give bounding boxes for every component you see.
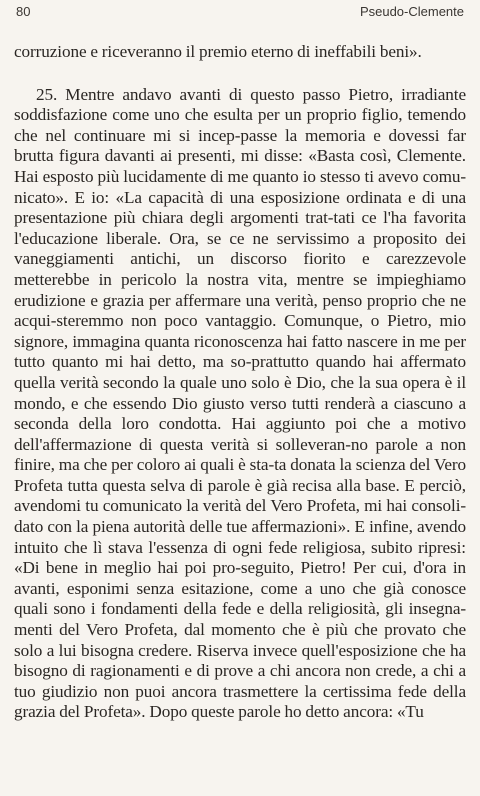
paragraph-25: [14, 85, 466, 723]
body-text: [14, 42, 466, 723]
page-number: 80: [16, 4, 31, 19]
running-title: Pseudo-Clemente: [359, 4, 464, 19]
paragraph-gap: [14, 63, 466, 85]
paragraph-25-text: Mentre andavo avanti di questo passo Pietro, irradiante soddisfazione come uno che esulta per un proprio figlio, temendo che nel continuare mi si incep-passe la memoria e dovessi far brutta figura davanti ai presenti, mi disse: «Basta così, Clemente. Hai esposto più lucidamente di me quanto io stesso ti avevo comu-nicato». E io: «La capacità di una esposizione ordinata e di una presentazione più chiara degli argomenti trat-tati ce l'ha favorita l'educazione liberale. Ora, se ce ne servissimo a proposito dei vaneggiamenti antichi, un discorso fiorito e carezzevole metterebbe in pericolo la nostra vita, mentre se impieghiamo erudizione e grazia per affermare una verità, penso proprio che ne acqui-steremmo non poco vantaggio. Comunque, o Pietro, mio signore, immagina quanta riconoscenza hai fatto nascere in me per tutto quanto mi hai detto, ma so-prattutto quando hai affermato quella verità secondo la quale uno solo è Dio, che la sua opera è il mondo, e che essendo Dio giusto verso tutti renderà a ciascuno a seconda della loro condotta. Hai aggiunto poi che a motivo dell'affermazione di questa verità si solleveran-no parole a non finire, ma che per coloro ai quali è sta-ta donata la scienza del Vero Profeta tutta questa selva di parole è già recisa alla base. E perciò, avendomi tu comunicato la verità del Vero Profeta, mi hai consoli-dato con la piena autorità delle tue affermazioni». E infine, avendo intuito che lì stava l'essenza di ogni fede religiosa, subito ripresi: «Di bene in meglio hai poi pro-seguito, Pietro! Per cui, d'ora in avanti, esponimi senza esitazione, come a uno che già conosce quali sono i fondamenti della fede e della religiosità, gli insegna-menti del Vero Profeta, dal momento che è più che provato che solo a lui bisogna credere. Riserva invece quell'esposizione che ha bisogno di ragionamenti e di prove a chi ancora non crede, a chi a tuo giudizio non puoi ancora trasmettere la certissima fede della grazia del Profeta». Dopo queste parole ho detto ancora: «Tu: [14, 84, 466, 722]
paragraph-continuation: corruzione e riceveranno il premio eterno di ineffabili beni».: [14, 42, 422, 61]
running-head: [14, 4, 466, 28]
paragraph-number: 25.: [36, 84, 58, 104]
